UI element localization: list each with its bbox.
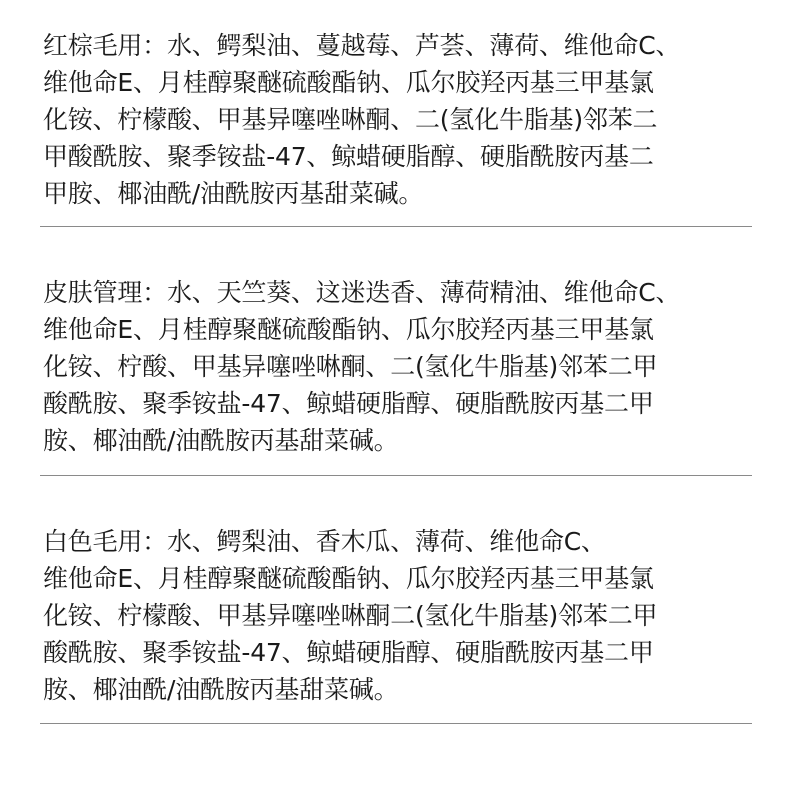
ingredients-line: 维他命E、月桂醇聚醚硫酸酯钠、瓜尔胶羟丙基三甲基氯	[43, 315, 654, 344]
ingredients-line: 红棕毛用：水、鳄梨油、蔓越莓、芦荟、薄荷、维他命C、	[43, 31, 681, 60]
ingredients-white-coat	[43, 523, 758, 708]
section-divider	[40, 475, 752, 476]
ingredients-red-brown-coat	[43, 27, 758, 212]
ingredients-line: 白色毛用：水、鳄梨油、香木瓜、薄荷、维他命C、	[43, 527, 606, 556]
ingredients-line: 化铵、柠酸、甲基异噻唑啉酮、二(氢化牛脂基)邻苯二甲	[43, 352, 658, 381]
ingredients-line: 甲酸酰胺、聚季铵盐-47、鲸蜡硬脂醇、硬脂酰胺丙基二	[43, 142, 654, 171]
ingredients-line: 甲胺、椰油酰/油酰胺丙基甜菜碱。	[43, 179, 424, 208]
ingredients-line: 胺、椰油酰/油酰胺丙基甜菜碱。	[43, 675, 399, 704]
ingredients-line: 化铵、柠檬酸、甲基异噻唑啉酮、二(氢化牛脂基)邻苯二	[43, 105, 658, 134]
ingredients-line: 酸酰胺、聚季铵盐-47、鲸蜡硬脂醇、硬脂酰胺丙基二甲	[43, 389, 654, 418]
ingredients-skin-care	[43, 274, 758, 459]
ingredients-line: 化铵、柠檬酸、甲基异噻唑啉酮二(氢化牛脂基)邻苯二甲	[43, 601, 658, 630]
section-divider	[40, 226, 752, 227]
ingredients-line: 维他命E、月桂醇聚醚硫酸酯钠、瓜尔胶羟丙基三甲基氯	[43, 564, 654, 593]
ingredients-line: 维他命E、月桂醇聚醚硫酸酯钠、瓜尔胶羟丙基三甲基氯	[43, 68, 654, 97]
ingredients-line: 皮肤管理：水、天竺葵、这迷迭香、薄荷精油、维他命C、	[43, 278, 681, 307]
section-divider	[40, 723, 752, 724]
ingredients-line: 酸酰胺、聚季铵盐-47、鲸蜡硬脂醇、硬脂酰胺丙基二甲	[43, 638, 654, 667]
ingredients-line: 胺、椰油酰/油酰胺丙基甜菜碱。	[43, 426, 399, 455]
